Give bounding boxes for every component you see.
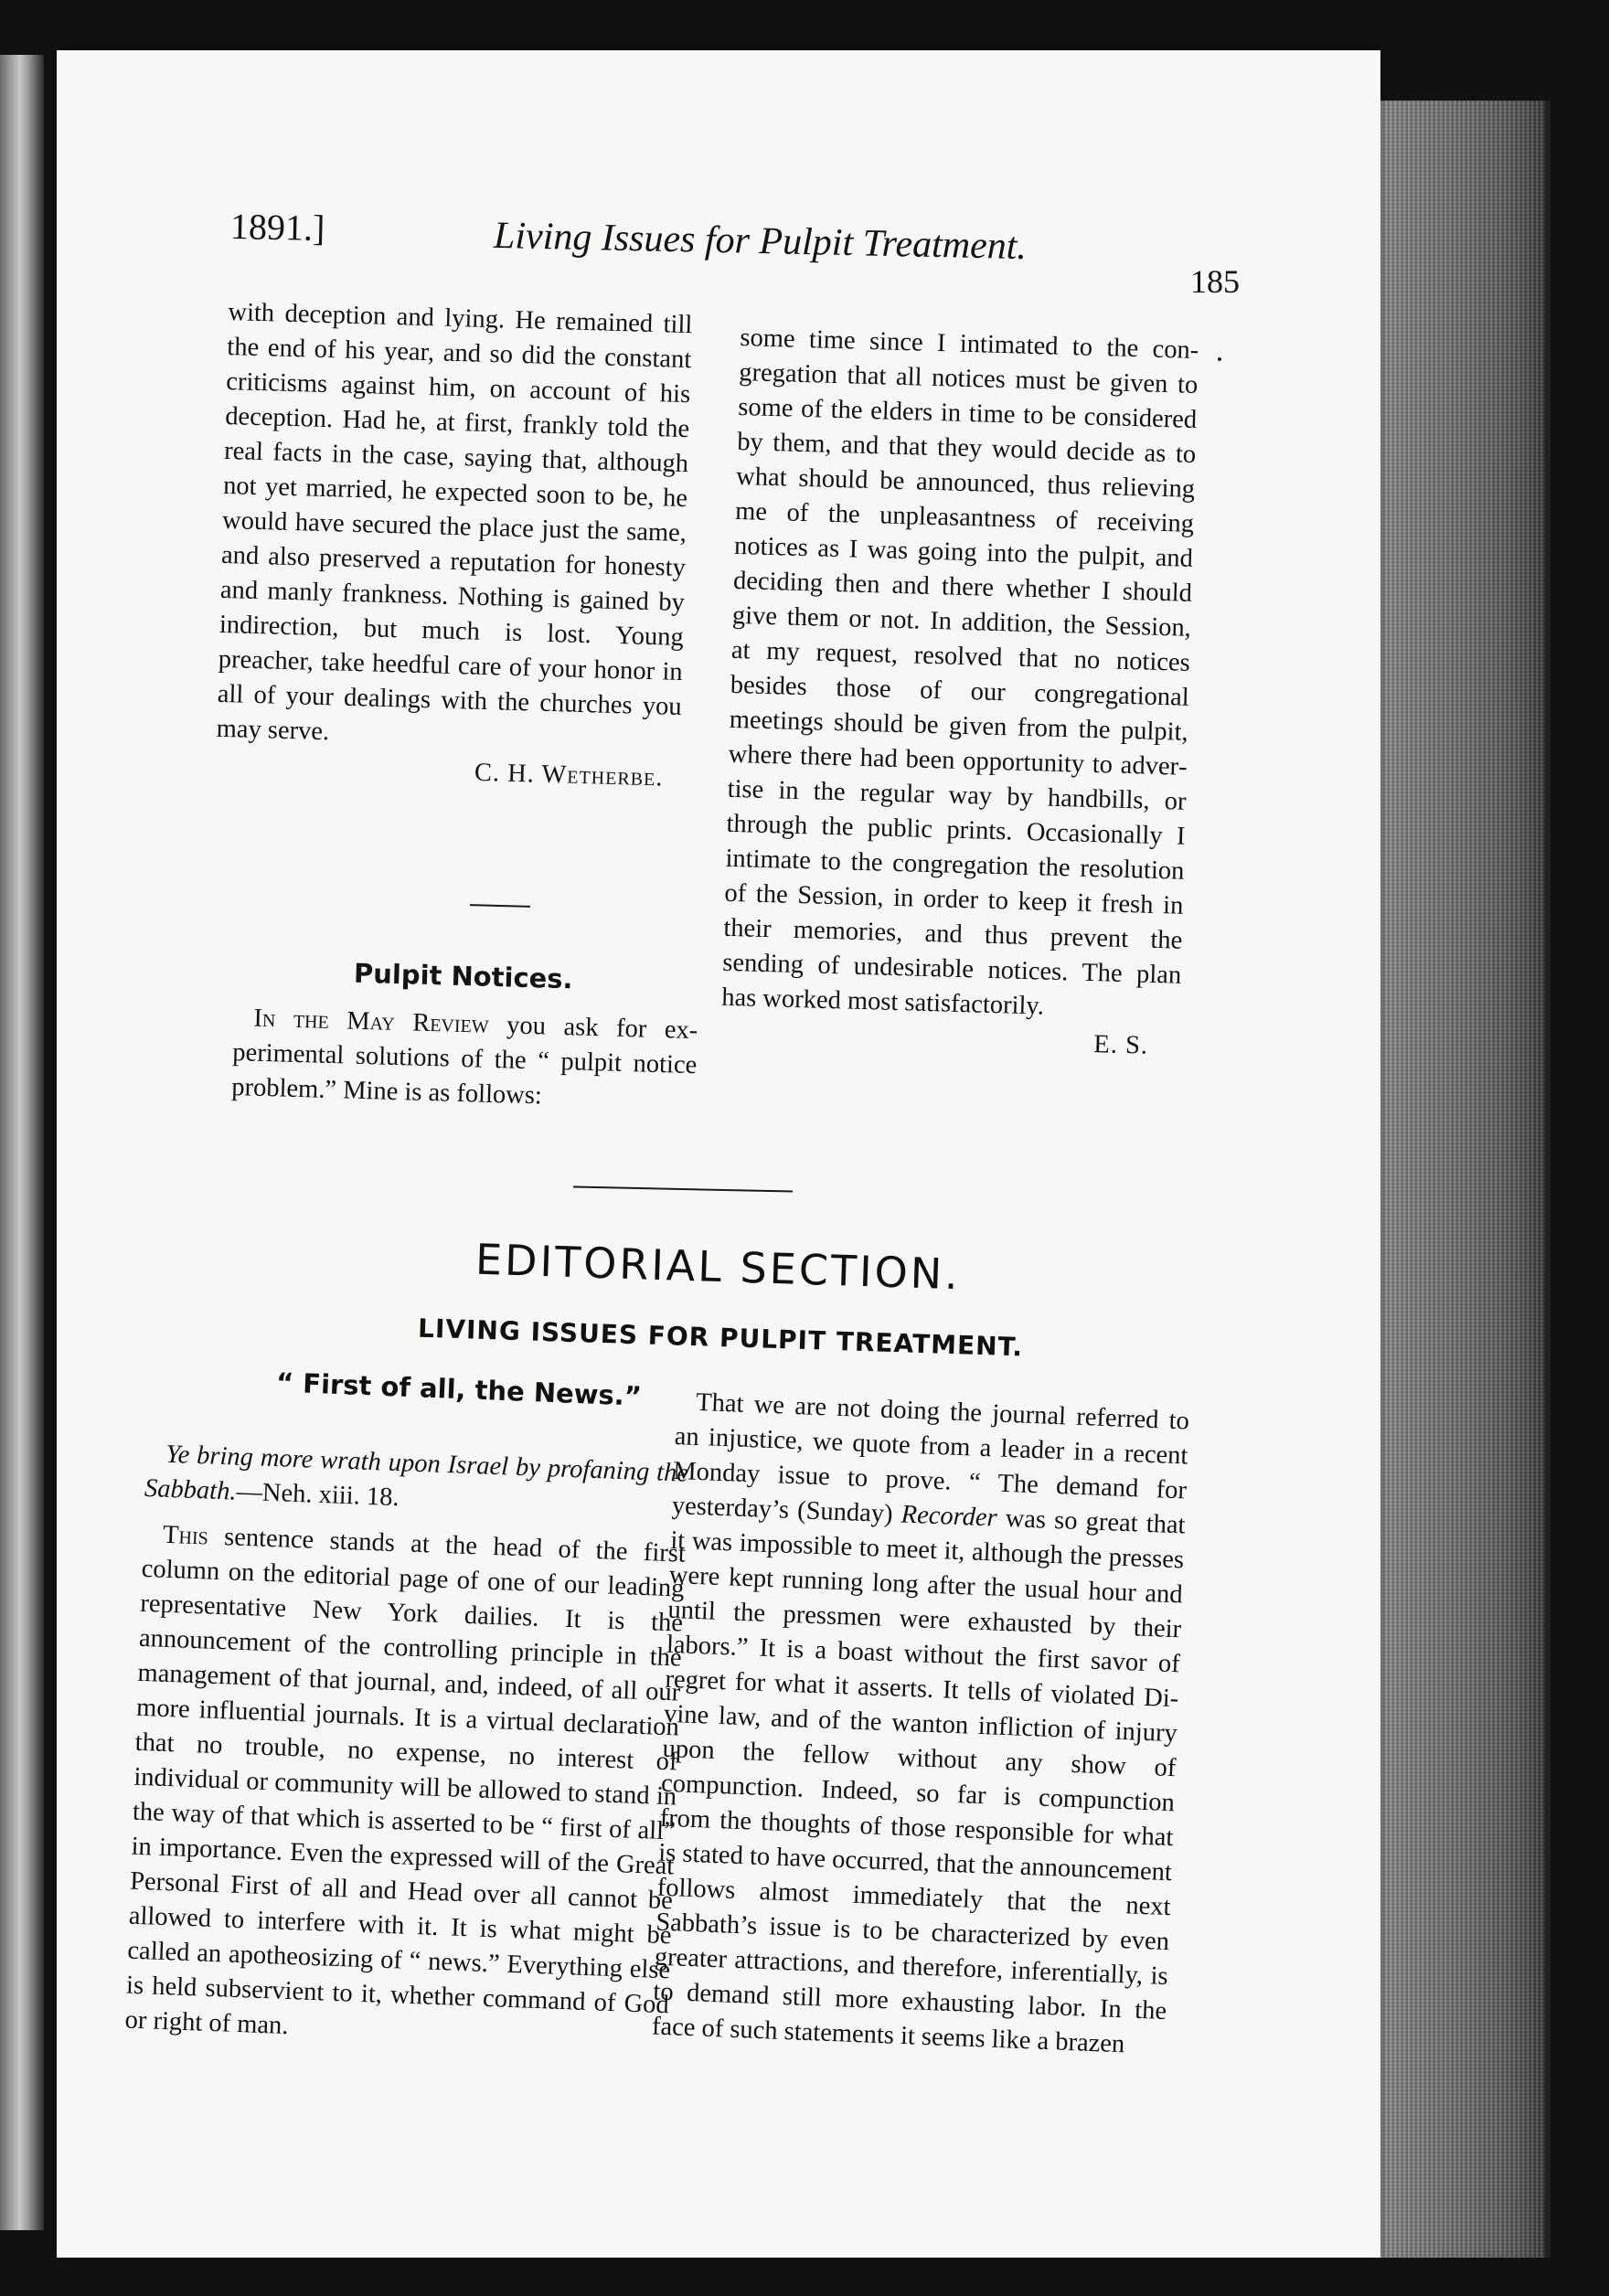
- signature-es: E. S.: [1092, 1030, 1149, 1060]
- article-title: “ First of all, the News.”: [275, 1366, 643, 1412]
- page-number: 185: [1190, 263, 1240, 300]
- paragraph-injustice-part2: was so great that it was impossible to meet it, although the presses were kept running long after the usual hour and until the pressmen were exhausted by their labors.” It is a boast without the first savor of regret for what it asserts. It tells of violated Divine law, and of the wanton infliction of injury upon the fellow without any show of compunction. Indeed, so far is compunction from the thoughts of those responsible for what is stated to have occurred, that the announcement follows almost immediately that the next Sabbath’s issue is to be characterized by even greater attractions, and therefore, inferentially, is to demand still more exhausting labor. In the face of such statements it seems like a brazen: [651, 1504, 1187, 2059]
- epigraph-block: [144, 1437, 688, 1526]
- lead-in-this: This: [162, 1520, 209, 1551]
- book-page: [57, 50, 1380, 2258]
- column-right-bottom: [651, 1385, 1189, 2064]
- epigraph-reference: —Neh. xiii. 18.: [235, 1477, 400, 1513]
- section-divider: [573, 1185, 793, 1192]
- paragraph-notices-plan: some time since I intimated to the congregation that all notices must be given to some of the elders in time to be considered by them, and that they would decide as to what should be announced, thus relieving me of the unpleasantness of receiving notices as I was going into the pulpit, and deciding then and there whether I should give them or not. In addition, the Session, at my request, resolved that no notices besides those of our congregational meetings should be given from the pulpit, where there had been opportunity to advertise in the regular way by handbills, or through the public prints. Occasionally I intimate to the congregation the resolution of the Session, in order to keep it fresh in their memories, and thus prevent the sending of undesirable notices. The plan has worked most satisfactorily.: [720, 323, 1199, 1021]
- paragraph-pulpit-intro: you ask for experimental solutions of the “ pulpit notice problem.” Mine is as follows:: [230, 1010, 698, 1111]
- book-page-block-edge: [1371, 101, 1550, 2258]
- living-issues-subheading: LIVING ISSUES FOR PULPIT TREATMENT.: [417, 1313, 1024, 1363]
- paragraph-first-of-all: sentence stands at the head of the first column on the editorial page of one of our leading representative New York dailies. It is the announcement of the controlling principle in the management of that journal, and, indeed, of all our more influential journals. It is a virtual declaration that no trouble, no expense, no interest of individual or community will be allowed to stand in the way of that which is asserted to be “ first of all” in importance. Even the expressed will of the Great Personal First of all and Head over all cannot be allowed to interfere with it. It is what might be called an apotheosizing of “ news.” Everything else is held subservient to it, whether command of God or right of man.: [124, 1522, 687, 2041]
- column-left-top: [215, 295, 693, 796]
- pulpit-notices-heading: Pulpit Notices.: [353, 957, 574, 995]
- lead-in-may-review: In the May Review: [253, 1004, 490, 1039]
- recorder-title: Recorder: [900, 1500, 998, 1533]
- print-speck: [1218, 357, 1221, 361]
- section-divider-short: [470, 904, 530, 908]
- epigraph: Ye bring more wrath upon Israel by profaning the Sabbath.: [144, 1440, 689, 1506]
- running-head-year: 1891.]: [229, 205, 325, 250]
- paragraph-injustice-part1: That we are not doing the journal referred to an injustice, we quote from a leader in a recent Monday issue to prove. “ The demand for yesterday’s (Sunday): [671, 1387, 1190, 1529]
- column-right-top: [720, 321, 1199, 1065]
- running-head-title: Living Issues for Pulpit Treatment.: [493, 214, 1028, 269]
- paragraph-deception: with deception and lying. He remained till the end of his year, and so did the constant criticisms against him, on account of his deception. Had he, at first, frankly told the real facts in the case, saying that, although not yet married, he expected soon to be, he would have secured the place just the same, and also preserved a reputation for honesty and manly frankness. Nothing is gained by indirection, but much is lost. Young preacher, take heedful care of your honor in all of your dealings with the churches you may serve.: [216, 297, 693, 747]
- editorial-section-heading: EDITORIAL SECTION.: [474, 1234, 962, 1300]
- pulpit-notices-intro: [231, 1001, 698, 1118]
- signature-wetherbe: C. H. Wetherbe.: [474, 758, 664, 792]
- column-left-bottom: [124, 1389, 691, 2057]
- previous-page-edge: [0, 55, 44, 2230]
